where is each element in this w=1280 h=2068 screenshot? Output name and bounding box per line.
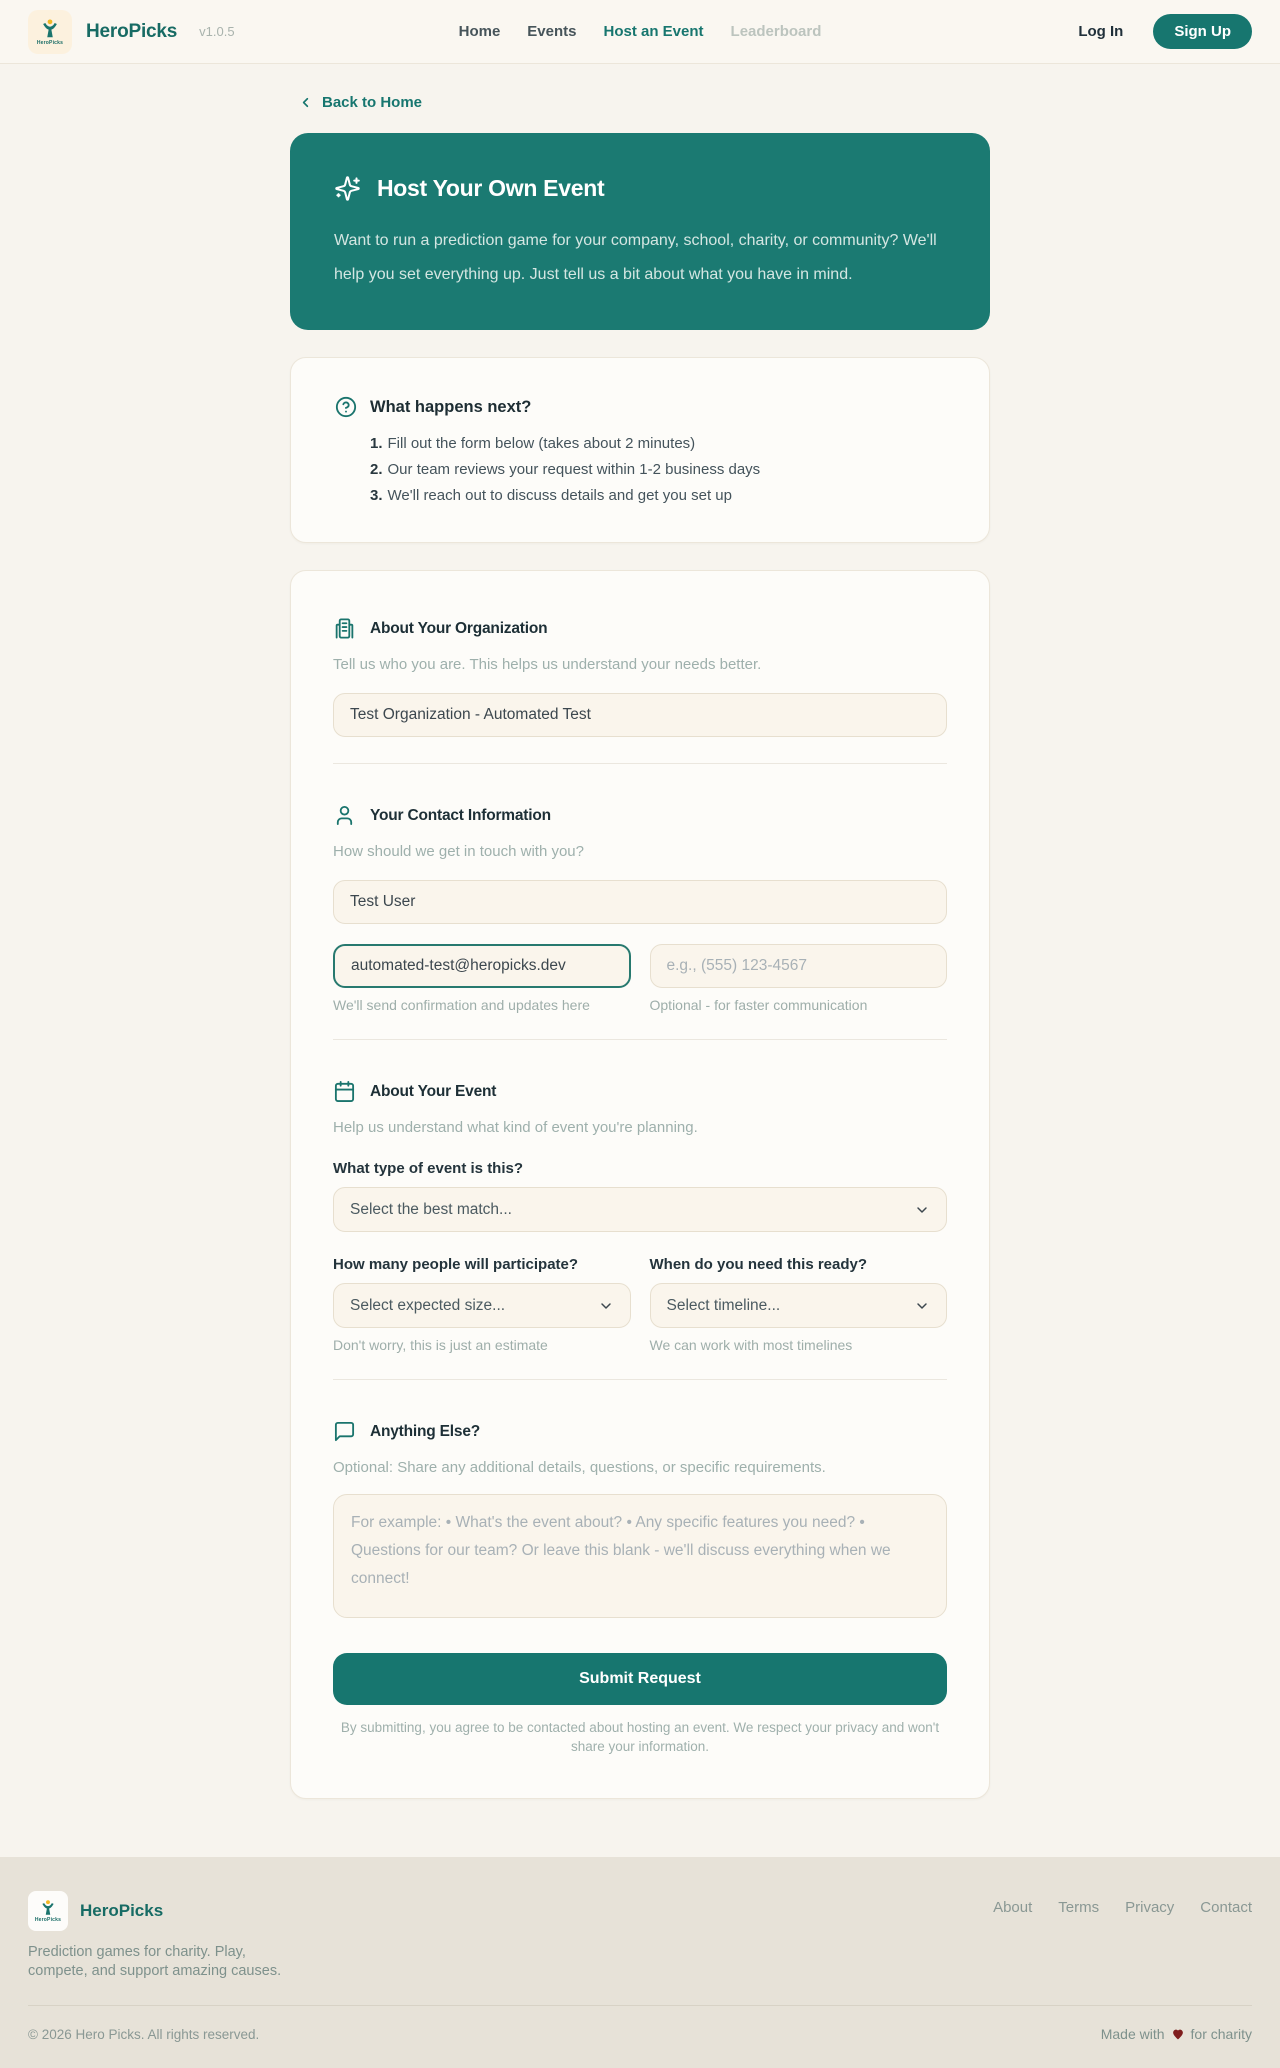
timeline-helper-text: We can work with most timelines [649, 1337, 853, 1353]
step-item [370, 434, 945, 454]
hero-description: Want to run a prediction game for your company, school, charity, or community? We'll help you set everything up. Just tell us a bit about what you have in mind. [334, 232, 937, 283]
participants-helper-text: Don't worry, this is just an estimate [333, 1337, 548, 1353]
timeline-select[interactable] [650, 1283, 948, 1328]
footer-brand-name: HeroPicks [80, 1901, 164, 1920]
chevron-down-icon [914, 1298, 930, 1314]
step-text: Fill out the form below (takes about 2 minutes) [387, 435, 696, 452]
sparkles-icon [334, 175, 361, 202]
brand-name: HeroPicks [86, 20, 178, 42]
login-button[interactable]: Log In [1078, 23, 1124, 40]
footer-link-contact[interactable]: Contact [1200, 1899, 1252, 1916]
footer-logo-icon [28, 1891, 68, 1931]
phone-helper-text: Optional - for faster communication [649, 997, 868, 1013]
submit-disclaimer: By submitting, you agree to be contacted about hosting an event. We respect your privacy and won't share your information. [340, 1720, 940, 1754]
hero-banner [290, 133, 990, 330]
footer-links [993, 1899, 1252, 1981]
nav-home[interactable]: Home [458, 23, 501, 40]
step-number: 3. [370, 487, 383, 504]
step-number: 2. [370, 461, 383, 478]
page-footer [0, 1857, 1280, 2068]
made-with-prefix: Made with [1100, 2026, 1165, 2042]
heropicks-logo-icon [28, 10, 72, 54]
step-item [370, 460, 945, 480]
made-with-text [1101, 2026, 1252, 2042]
event-section-title: About Your Event [370, 1082, 497, 1100]
help-circle-icon [335, 396, 357, 418]
what-next-steps [370, 434, 945, 506]
contact-section-subtitle: How should we get in touch with you? [333, 843, 584, 860]
nav-leaderboard[interactable]: Leaderboard [730, 23, 822, 40]
footer-link-privacy[interactable]: Privacy [1125, 1899, 1175, 1916]
participants-label: How many people will participate? [333, 1256, 579, 1273]
step-text: Our team reviews your request within 1-2 business days [387, 461, 761, 478]
app-header [0, 0, 1280, 64]
footer-link-about[interactable]: About [993, 1899, 1033, 1916]
participants-select[interactable] [333, 1283, 631, 1328]
brand-version: v1.0.5 [199, 24, 235, 39]
logo-micro-text: HeroPicks [36, 39, 64, 46]
hero-title: Host Your Own Event [377, 175, 605, 201]
what-happens-next-card [290, 357, 990, 543]
section-divider [333, 1039, 947, 1040]
calendar-icon [333, 1080, 356, 1103]
event-type-value: Select the best match... [350, 1200, 512, 1218]
copyright-text: © 2026 Hero Picks. All rights reserved. [28, 2026, 260, 2042]
message-square-icon [333, 1420, 356, 1443]
anything-else-section-subtitle: Optional: Share any additional details, questions, or specific requirements. [333, 1459, 826, 1476]
building-icon [333, 617, 356, 640]
additional-details-textarea[interactable] [333, 1494, 947, 1618]
footer-brand-block [28, 1891, 288, 1981]
back-to-home-link[interactable] [298, 94, 422, 111]
contact-section-title: Your Contact Information [370, 806, 551, 824]
signup-button[interactable]: Sign Up [1153, 14, 1252, 49]
email-field-group [333, 944, 631, 1013]
made-with-suffix: for charity [1190, 2026, 1252, 2042]
submit-request-button[interactable]: Submit Request [333, 1653, 947, 1705]
user-icon [333, 804, 356, 827]
phone-field[interactable] [650, 944, 948, 988]
section-divider [333, 1379, 947, 1380]
footer-divider [28, 2005, 1252, 2006]
timeline-label: When do you need this ready? [649, 1256, 868, 1273]
organization-name-field[interactable] [333, 693, 947, 737]
participants-field-group [333, 1232, 631, 1353]
participants-value: Select expected size... [350, 1296, 506, 1314]
anything-else-section-title: Anything Else? [370, 1422, 481, 1440]
page-content [290, 64, 990, 1799]
hero-figure-icon [38, 18, 62, 40]
email-field[interactable] [333, 944, 631, 988]
event-type-select[interactable] [333, 1187, 947, 1232]
host-event-form [290, 570, 990, 1799]
timeline-field-group [650, 1232, 948, 1353]
step-number: 1. [370, 435, 383, 452]
chevron-down-icon [598, 1298, 614, 1314]
hero-figure-icon [38, 1899, 58, 1917]
header-actions [1078, 14, 1252, 49]
footer-link-terms[interactable]: Terms [1058, 1899, 1100, 1916]
chevron-left-icon [298, 95, 313, 110]
main-nav [459, 23, 822, 40]
logo-micro-text: HeroPicks [34, 1917, 62, 1923]
chevron-down-icon [914, 1202, 930, 1218]
brand-home-link[interactable] [28, 10, 235, 54]
nav-events[interactable]: Events [527, 23, 577, 40]
what-next-title: What happens next? [370, 397, 532, 416]
email-helper-text: We'll send confirmation and updates here [333, 997, 590, 1013]
organization-section-title: About Your Organization [370, 619, 548, 637]
step-text: We'll reach out to discuss details and get you set up [387, 487, 732, 504]
phone-field-group [650, 944, 948, 1013]
back-to-home-label: Back to Home [322, 94, 423, 111]
event-section-subtitle: Help us understand what kind of event you're planning. [333, 1119, 698, 1136]
heart-icon [1171, 2028, 1185, 2041]
timeline-value: Select timeline... [666, 1296, 781, 1314]
contact-name-field[interactable] [333, 880, 947, 924]
event-type-label: What type of event is this? [333, 1160, 524, 1177]
step-item [370, 486, 945, 506]
organization-section-subtitle: Tell us who you are. This helps us understand your needs better. [333, 656, 762, 673]
section-divider [333, 763, 947, 764]
footer-tagline: Prediction games for charity. Play, compete, and support amazing causes. [28, 1944, 282, 1979]
nav-host-an-event[interactable]: Host an Event [603, 23, 704, 40]
